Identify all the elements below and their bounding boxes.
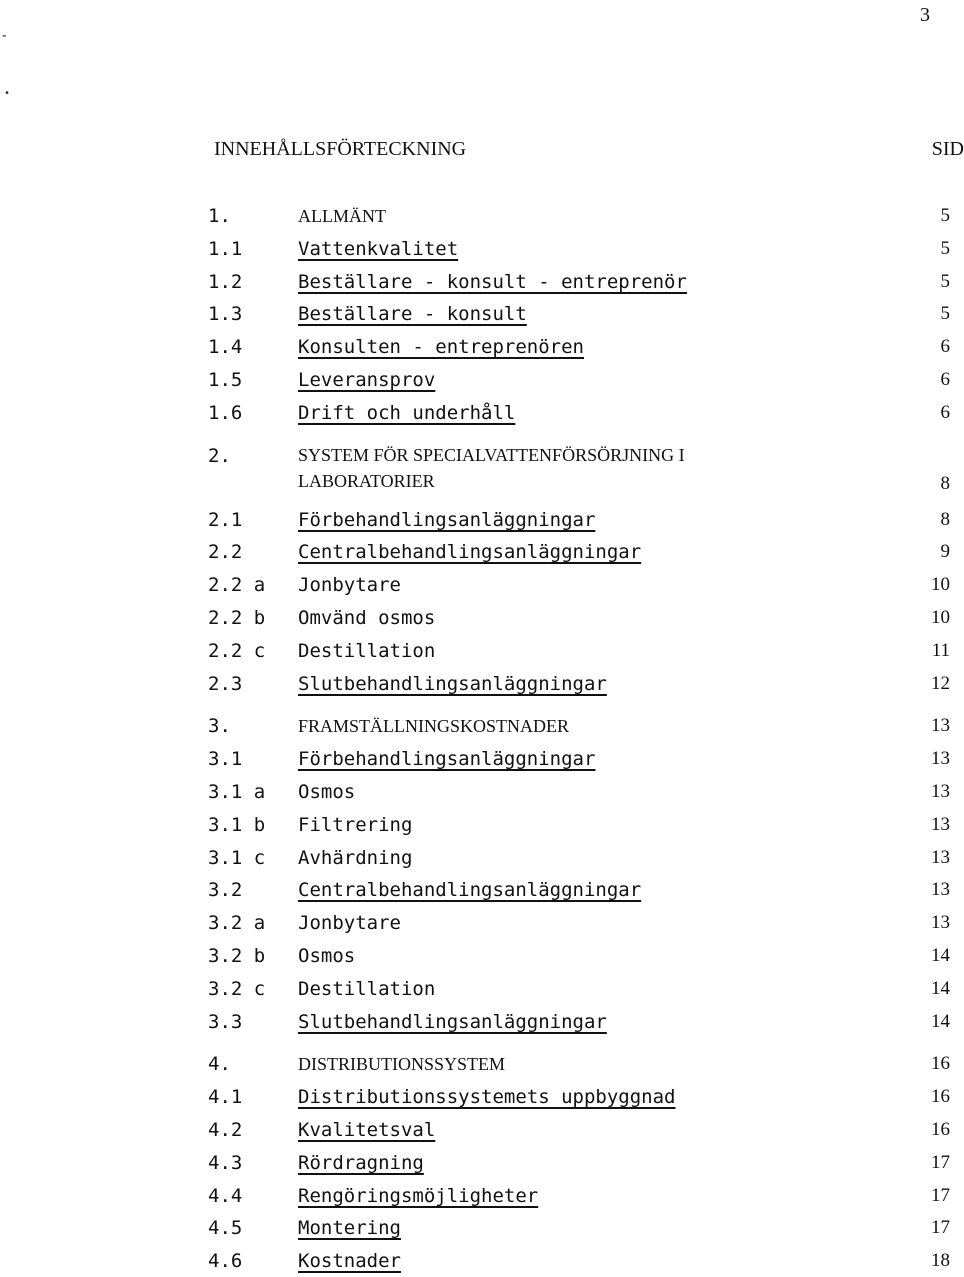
toc-section-title: Destillation <box>298 977 436 1000</box>
toc-page-number: 13 <box>931 781 950 802</box>
toc-row <box>208 1182 950 1212</box>
toc-section-number: 3.1 c <box>208 846 266 869</box>
toc-row <box>208 1214 950 1244</box>
toc-section-number: 3.1 b <box>208 813 266 836</box>
toc-row <box>208 604 950 634</box>
toc-page-number: 18 <box>931 1250 950 1272</box>
toc-section-number: 4. <box>208 1053 231 1076</box>
toc-section-number: 4.4 <box>208 1184 243 1207</box>
toc-page-number: 13 <box>931 813 950 835</box>
toc-section-title: Slutbehandlingsanläggningar <box>298 1010 607 1033</box>
toc-title: INNEHÅLLSFÖRTECKNING <box>214 138 467 160</box>
toc-section-number: 4.2 <box>208 1119 243 1141</box>
toc-page-number: 5 <box>940 270 950 292</box>
scan-dash-mark: - <box>0 28 9 44</box>
toc-section-number: 2.2 <box>208 541 243 564</box>
toc-row <box>208 538 950 568</box>
toc-page-number: 17 <box>931 1151 950 1173</box>
toc-page-number: 13 <box>931 912 950 934</box>
toc-section-number: 1.5 <box>208 369 243 391</box>
scan-dot-mark: • <box>4 88 11 99</box>
toc-row <box>208 942 950 972</box>
toc-row <box>208 844 950 874</box>
toc-section-number: 3.2 a <box>208 912 266 935</box>
toc-section-title: Montering <box>298 1217 401 1240</box>
toc-section-number: 1. <box>208 205 231 227</box>
toc-chapter-row <box>208 1050 950 1080</box>
toc-row <box>208 909 950 939</box>
toc-chapter-row <box>208 712 950 742</box>
toc-row <box>208 1116 950 1146</box>
toc-section-number: 3.3 <box>208 1010 243 1033</box>
toc-section-title: Slutbehandlingsanläggningar <box>298 672 607 695</box>
toc-page-number: 5 <box>940 205 950 226</box>
toc-section-number: 3.1 <box>208 748 243 771</box>
toc-section-title: Centralbehandlingsanläggningar <box>298 541 642 564</box>
toc-section-number: 4.1 <box>208 1086 243 1109</box>
toc-row <box>208 366 950 396</box>
toc-section-number: 2.2 c <box>208 639 266 662</box>
toc-page-number: 16 <box>931 1086 950 1108</box>
toc-page-number: 17 <box>931 1217 950 1239</box>
toc-section-title: ALLMÄNT <box>298 206 386 226</box>
toc-section-title: DISTRIBUTIONSSYSTEM <box>298 1054 506 1075</box>
toc-section-number: 1.2 <box>208 270 243 293</box>
toc-row <box>208 300 950 330</box>
toc-section-number: 3. <box>208 715 231 738</box>
toc-section-number: 4.6 <box>208 1250 243 1273</box>
toc-section-title: Osmos <box>298 945 356 967</box>
toc-section-title: Rördragning <box>298 1151 424 1174</box>
toc-row <box>208 1083 950 1113</box>
toc-section-number: 2.2 b <box>208 607 266 629</box>
toc-section-title: Beställare - konsult <box>298 303 527 326</box>
toc-row <box>208 778 950 808</box>
toc-section-number: 2.3 <box>208 672 243 695</box>
toc-section-title: Leveransprov <box>298 369 436 391</box>
toc-section-title: Centralbehandlingsanläggningar <box>298 879 642 902</box>
toc-page-number: 13 <box>931 879 950 901</box>
toc-page-number: 6 <box>940 336 950 358</box>
toc-page-number: 11 <box>931 639 950 661</box>
toc-row <box>208 975 950 1005</box>
toc-section-number: 1.3 <box>208 303 243 326</box>
toc-row <box>208 333 950 363</box>
toc-row <box>208 745 950 775</box>
toc-section-number: 2.1 <box>208 508 243 531</box>
toc-page-number: 6 <box>940 369 950 390</box>
toc-section-number: 1.4 <box>208 336 243 359</box>
toc-row <box>208 1008 950 1038</box>
toc-row <box>208 876 950 906</box>
toc-page-number: 14 <box>931 977 950 999</box>
toc-section-title: Kostnader <box>298 1250 401 1273</box>
toc-section-title: Jonbytare <box>298 574 401 597</box>
toc-row <box>208 571 950 601</box>
toc-section-title: Förbehandlingsanläggningar <box>298 508 596 531</box>
toc-page-number: 8 <box>940 508 950 530</box>
toc-section-number: 1.1 <box>208 237 243 260</box>
toc-section-title: Avhärdning <box>298 846 413 869</box>
toc-page-number: 5 <box>940 237 950 259</box>
toc-section-number: 3.2 <box>208 879 243 902</box>
toc-row <box>208 811 950 841</box>
toc-page-number: 14 <box>931 945 950 966</box>
toc-section-title: FRAMSTÄLLNINGSKOSTNADER <box>298 716 570 737</box>
toc-section-number: 4.3 <box>208 1151 243 1174</box>
toc-page-number: 17 <box>931 1184 950 1206</box>
toc-page-number: 13 <box>931 846 950 868</box>
toc-section-number: 4.5 <box>208 1217 243 1240</box>
toc-section-number: 1.6 <box>208 401 243 424</box>
toc-section-number: 3.2 b <box>208 945 266 967</box>
toc-row <box>208 399 950 429</box>
toc-section-title: Osmos <box>298 781 356 803</box>
toc-page-number: 13 <box>931 748 950 770</box>
toc-section-number: 2.2 a <box>208 574 266 597</box>
toc-page-number: 12 <box>931 672 950 694</box>
toc-section-title: Omvänd osmos <box>298 607 436 629</box>
toc-page-number: 5 <box>940 303 950 325</box>
toc-section-title: Filtrering <box>298 813 413 836</box>
toc-section-number: 3.2 c <box>208 977 266 1000</box>
toc-page-number: 8 <box>940 472 950 494</box>
toc-section-title: Konsulten - entreprenören <box>298 336 584 359</box>
toc-section-title: Kvalitetsval <box>298 1119 436 1141</box>
page-number: 3 <box>920 4 930 26</box>
toc-page-number: 14 <box>931 1010 950 1032</box>
toc-section-title: Vattenkvalitet <box>298 237 459 260</box>
toc-row <box>208 637 950 667</box>
toc-page-number: 16 <box>931 1053 950 1075</box>
toc-page-number: 10 <box>931 607 950 628</box>
toc-section-title: Jonbytare <box>298 912 401 935</box>
toc-row <box>208 506 950 536</box>
sid-column-label: SID <box>931 138 964 160</box>
toc-section-title: SYSTEM FÖR SPECIALVATTENFÖRSÖRJNING I LABORATORIER <box>298 444 685 491</box>
toc-section-title: Beställare - konsult - entreprenör <box>298 270 687 293</box>
toc-page-number: 9 <box>940 541 950 563</box>
toc-chapter-row <box>208 442 950 500</box>
toc-page-number: 6 <box>940 401 950 423</box>
toc-section-number: 2. <box>208 444 231 467</box>
toc-section-number: 3.1 a <box>208 781 266 803</box>
toc-section-title: Destillation <box>298 639 436 662</box>
toc-section-title: Distributionssystemets uppbyggnad <box>298 1086 676 1109</box>
toc-page-number: 10 <box>931 574 950 596</box>
toc-page-number: 16 <box>931 1119 950 1140</box>
toc-row <box>208 235 950 265</box>
toc-row <box>208 1247 950 1277</box>
toc-section-title: Drift och underhåll <box>298 401 516 424</box>
toc-section-title: Rengöringsmöjligheter <box>298 1184 539 1207</box>
toc-row <box>208 670 950 700</box>
toc-row <box>208 268 950 298</box>
toc-chapter-row <box>208 202 950 232</box>
toc-page-number: 13 <box>931 715 950 737</box>
toc-row <box>208 1149 950 1179</box>
toc-section-title: Förbehandlingsanläggningar <box>298 748 596 771</box>
